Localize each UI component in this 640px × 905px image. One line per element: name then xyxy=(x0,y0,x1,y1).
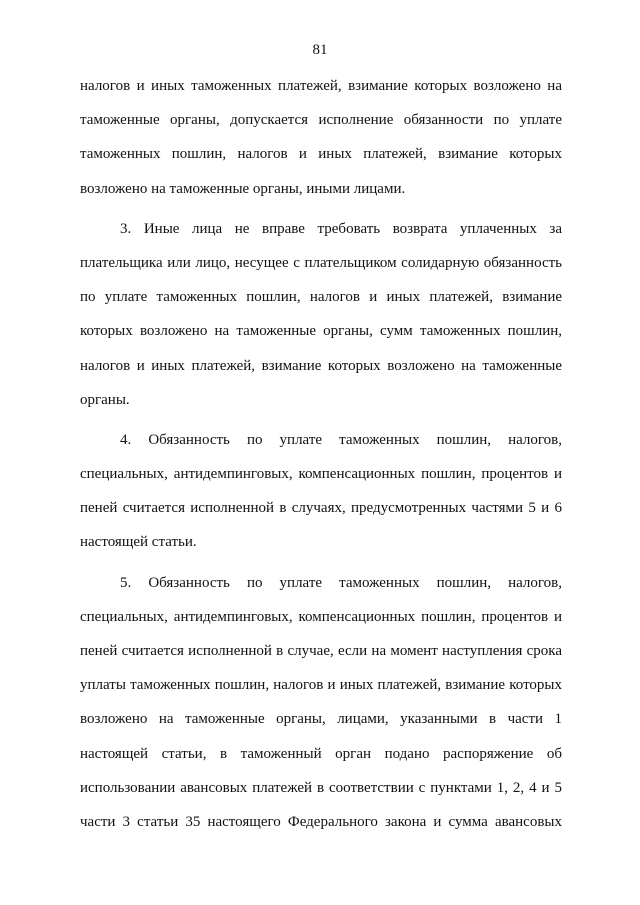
text-line: настоящей статьи. xyxy=(80,534,197,551)
text-line: возложено на таможенные органы, лицами, указанными в части 1 xyxy=(80,711,562,728)
text-line: части 3 статьи 35 настоящего Федерального закона и сумма авансовых xyxy=(80,813,562,830)
text-line: 5. Обязанность по уплате таможенных пошлин, налогов, xyxy=(120,574,562,591)
text-line: специальных, антидемпинговых, компенсационных пошлин, процентов и xyxy=(80,466,562,483)
text-line: 3. Иные лица не вправе требовать возврата уплаченных за xyxy=(120,220,562,237)
text-line: органы. xyxy=(80,391,130,408)
document-body xyxy=(80,74,562,850)
page-number: 81 xyxy=(312,42,328,58)
text-line: по уплате таможенных пошлин, налогов и иных платежей, взимание xyxy=(80,289,562,306)
paragraph-continuation xyxy=(80,74,562,211)
text-line: плательщика или лицо, несущее с плательщиком солидарную обязанность xyxy=(80,254,562,271)
text-line: которых возложено на таможенные органы, сумм таможенных пошлин, xyxy=(80,323,562,340)
text-line: пеней считается исполненной в случае, если на момент наступления срока xyxy=(80,643,562,659)
paragraph-4 xyxy=(80,428,562,565)
text-line: таможенные органы, допускается исполнение обязанности по уплате xyxy=(80,112,562,129)
paragraph-3 xyxy=(80,217,562,422)
text-line: 4. Обязанность по уплате таможенных пошлин, налогов, xyxy=(120,431,562,448)
text-line: налогов и иных платежей, взимание которых возложено на таможенные xyxy=(80,357,562,374)
text-line: специальных, антидемпинговых, компенсационных пошлин, процентов и xyxy=(80,608,562,625)
text-line: использовании авансовых платежей в соответствии с пунктами 1, 2, 4 и 5 xyxy=(80,779,562,796)
text-line: налогов и иных таможенных платежей, взимание которых возложено на xyxy=(80,78,562,94)
text-line: пеней считается исполненной в случаях, предусмотренных частями 5 и 6 xyxy=(80,500,562,517)
text-line: настоящей статьи, в таможенный орган подано распоряжение об xyxy=(80,745,562,762)
paragraph-5 xyxy=(80,571,562,845)
text-line: возложено на таможенные органы, иными лицами. xyxy=(80,180,406,197)
text-line: уплаты таможенных пошлин, налогов и иных платежей, взимание которых xyxy=(80,677,562,694)
text-line: таможенных пошлин, налогов и иных платежей, взимание которых xyxy=(80,146,562,163)
